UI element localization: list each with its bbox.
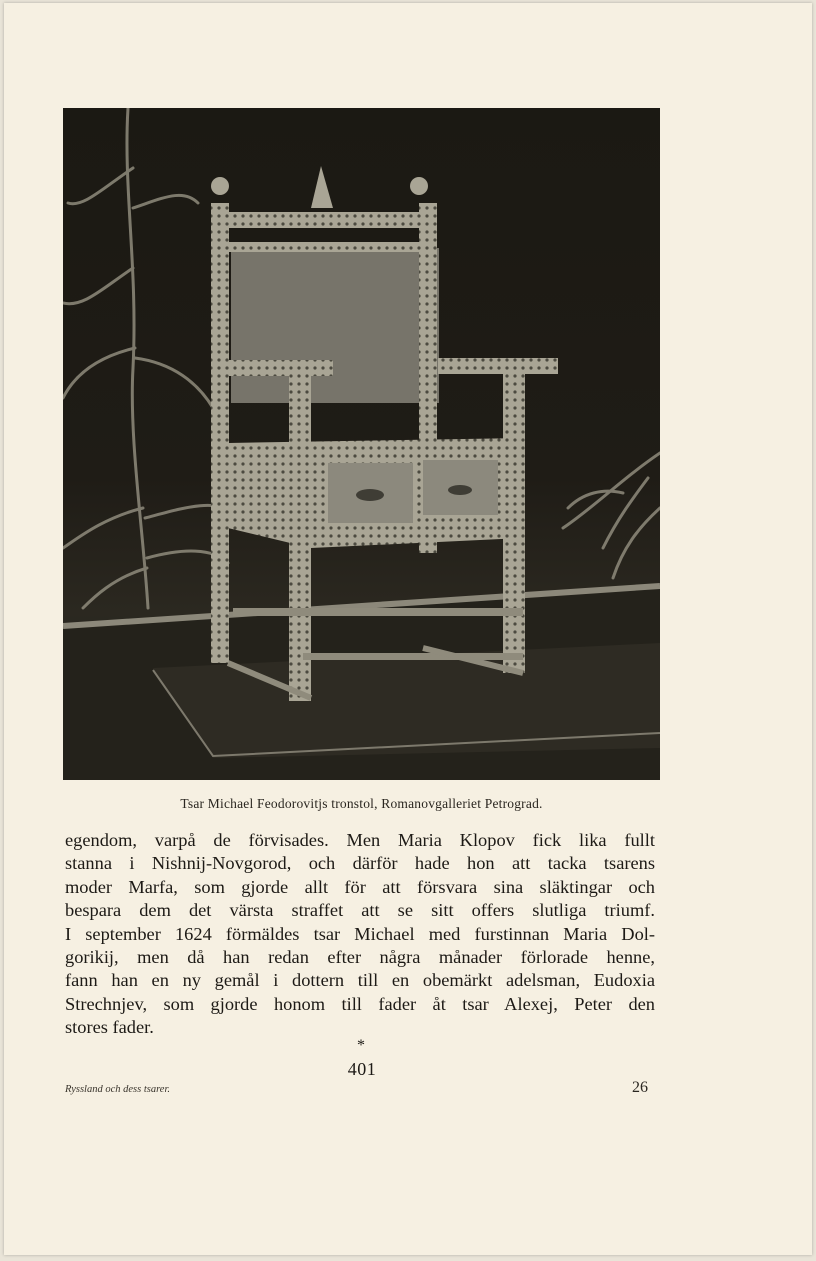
body-line: bespara dem det värsta straffet att se sitt offers slutliga triumf. — [65, 900, 655, 921]
body-line: moder Marfa, som gjorde allt för att försvara sina släktingar och — [65, 876, 655, 897]
footer-book-title: Ryssland och dess tsarer. — [65, 1084, 170, 1095]
body-line: egendom, varpå de förvisades. Men Maria Klopov fick lika fullt — [65, 830, 655, 850]
photo-plate-throne-chair — [63, 108, 660, 780]
body-line: stanna i Nishnij-Novgorod, och därför hade hon att tacka tsarens — [65, 853, 655, 874]
body-line: Strechnjev, som gjorde honom till fader åt tsar Alexej, Peter den — [65, 993, 655, 1014]
page-number: 401 — [347, 1059, 377, 1079]
body-line: I september 1624 förmäldes tsar Michael med furstinnan Maria Dol- — [65, 923, 655, 944]
body-paragraph — [65, 829, 655, 1040]
book-page — [4, 3, 812, 1255]
body-line: fann han en ny gemål i dottern till en obemärkt adelsman, Eudoxia — [65, 970, 655, 991]
body-line: gorikij, men då han redan efter några månader förlorade henne, — [65, 947, 655, 968]
printer-signature-mark: 26 — [632, 1079, 648, 1096]
figure-caption: Tsar Michael Feodorovitjs tronstol, Romanovgalleriet Petrograd. — [180, 796, 543, 811]
body-line: stores fader. — [65, 1017, 154, 1038]
section-break-asterisk: * — [357, 1037, 365, 1054]
